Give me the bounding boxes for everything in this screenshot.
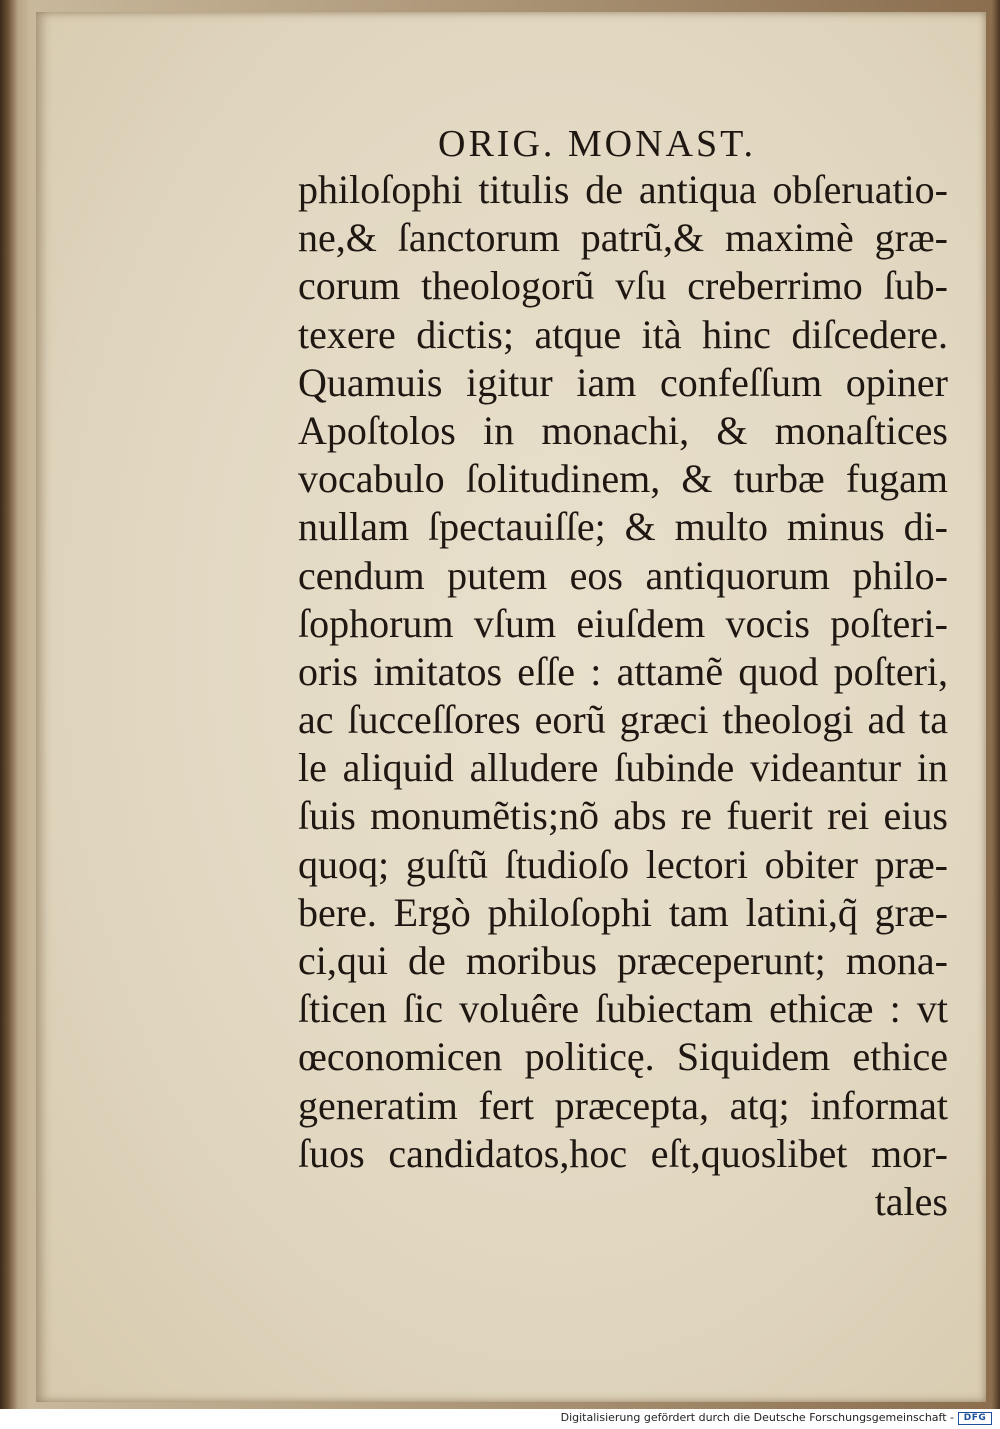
text-line: texere dictis; atque ità hinc diſcedere. [298,311,948,357]
text-line: ſophorum vſum eiuſdem vocis poſteri- [298,600,948,646]
text-line: le aliquid alludere ſubinde videantur in [298,745,948,791]
dfg-logo-icon: DFG [958,1412,992,1425]
text-line: œconomicen politicę. Siquidem ethice [298,1034,948,1080]
footer-bar [0,1409,1000,1429]
text-line: bere. Ergò philoſophi tam latini,q̃ græ- [298,889,948,935]
catchword: tales [874,1178,948,1224]
text-line: Apoſtolos in monachi, & monaſtices [298,407,948,453]
footer-credit: Digitalisierung gefördert durch die Deutsche Forschungsgemeinschaft - [560,1411,954,1424]
text-line: ne,& ſanctorum patrũ,& maximè græ- [298,215,948,261]
book-page [36,12,986,1402]
text-line: quoq; guſtũ ſtudioſo lectori obiter præ- [298,841,948,887]
text-line: ci,qui de moribus præceperunt; mona- [298,938,948,983]
text-line: vocabulo ſolitudinem, & turbæ fugam [298,456,948,502]
text-block [298,166,948,1226]
text-line: ſticen ſic voluêre ſubiectam ethicæ : vt [298,986,948,1032]
text-line: oris imitatos eſſe : attamẽ quod poſteri, [298,648,948,694]
text-line: ac ſucceſſores eorũ græci theologi ad ta [298,697,948,743]
running-head: ORIG. MONAST. [438,123,757,165]
text-line: Quamuis igitur iam confeſſum opiner [298,359,948,405]
text-line: generatim fert præcepta, atq; informat [298,1082,948,1128]
text-line: ſuos candidatos,hoc eſt,quoslibet mor- [298,1130,948,1176]
text-line: nullam ſpectauiſſe; & multo minus di- [298,504,948,550]
text-line: philoſophi titulis de antiqua obſeruatio- [298,167,948,212]
text-line: ſuis monumẽtis;nõ abs re fuerit rei eius [298,793,948,839]
text-line: cendum putem eos antiquorum philo- [298,552,948,598]
text-line: corum theologorũ vſu creberrimo ſub- [298,263,948,309]
